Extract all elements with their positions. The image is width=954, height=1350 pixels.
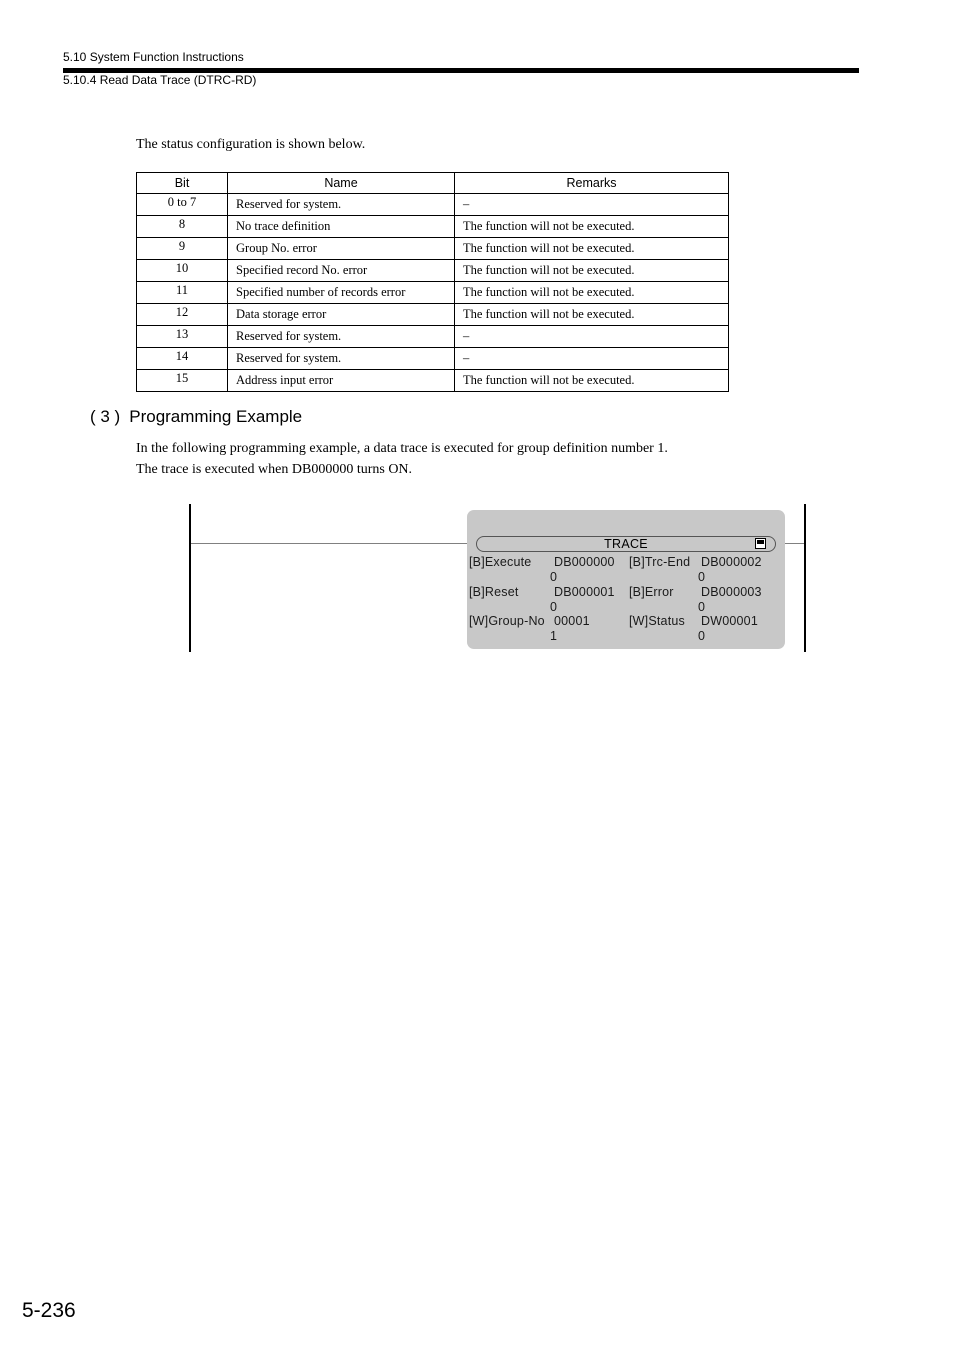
remarks-cell: The function will not be executed. (455, 216, 729, 238)
output-address-error[interactable]: DB000003 (701, 585, 762, 599)
block-name: TRACE (604, 537, 648, 551)
bit-cell: 10 (137, 260, 228, 282)
section-heading (90, 407, 302, 427)
bit-cell: 12 (137, 304, 228, 326)
left-power-rail (189, 504, 191, 652)
section-title: Programming Example (129, 407, 303, 426)
name-cell: Specified record No. error (228, 260, 455, 282)
table-row (137, 238, 729, 260)
output-label-trc-end: [B]Trc-End (629, 555, 691, 569)
remarks-cell: The function will not be executed. (455, 238, 729, 260)
bit-cell: 0 to 7 (137, 194, 228, 216)
block-title-bar (476, 536, 776, 552)
input-label-reset: [B]Reset (469, 585, 519, 599)
column-header-bit: Bit (137, 173, 228, 194)
output-value-status: 0 (698, 629, 706, 643)
output-value-error: 0 (698, 600, 706, 614)
name-cell: Reserved for system. (228, 194, 455, 216)
bit-cell: 9 (137, 238, 228, 260)
section-number: ( 3 ) (90, 407, 121, 426)
input-value-reset: 0 (550, 600, 558, 614)
output-value-trc-end: 0 (698, 570, 706, 584)
input-wire (191, 543, 476, 544)
trace-function-block[interactable] (467, 510, 785, 649)
bit-cell: 14 (137, 348, 228, 370)
paragraph: In the following programming example, a data trace is executed for group definition number 1. (136, 441, 668, 456)
bit-cell: 8 (137, 216, 228, 238)
output-label-error: [B]Error (629, 585, 674, 599)
header-section-title: 5.10 System Function Instructions (63, 50, 244, 64)
table-header-row (137, 173, 729, 194)
column-header-name: Name (228, 173, 455, 194)
remarks-cell: The function will not be executed. (455, 370, 729, 392)
name-cell: Data storage error (228, 304, 455, 326)
table-row (137, 348, 729, 370)
name-cell: Specified number of records error (228, 282, 455, 304)
table-row (137, 260, 729, 282)
header-subsection-title: 5.10.4 Read Data Trace (DTRC-RD) (63, 73, 257, 87)
input-address-group-no[interactable]: 00001 (554, 614, 590, 628)
remarks-cell: – (455, 194, 729, 216)
bit-cell: 13 (137, 326, 228, 348)
bit-cell: 15 (137, 370, 228, 392)
table-row (137, 370, 729, 392)
input-label-group-no: [W]Group-No (469, 614, 545, 628)
name-cell: Reserved for system. (228, 348, 455, 370)
table-row (137, 216, 729, 238)
table-row (137, 194, 729, 216)
input-address-reset[interactable]: DB000001 (554, 585, 615, 599)
page-number: 5-236 (22, 1299, 76, 1322)
name-cell: Reserved for system. (228, 326, 455, 348)
input-label-execute: [B]Execute (469, 555, 532, 569)
bit-cell: 11 (137, 282, 228, 304)
output-address-status[interactable]: DW00001 (701, 614, 758, 628)
column-header-remarks: Remarks (455, 173, 729, 194)
intro-text: The status configuration is shown below. (136, 137, 366, 152)
table-row (137, 326, 729, 348)
output-label-status: [W]Status (629, 614, 685, 628)
name-cell: No trace definition (228, 216, 455, 238)
output-address-trc-end[interactable]: DB000002 (701, 555, 762, 569)
expand-icon[interactable] (755, 538, 766, 549)
input-address-execute[interactable]: DB000000 (554, 555, 615, 569)
name-cell: Address input error (228, 370, 455, 392)
name-cell: Group No. error (228, 238, 455, 260)
remarks-cell: The function will not be executed. (455, 282, 729, 304)
input-value-group-no: 1 (550, 629, 558, 643)
input-value-execute: 0 (550, 570, 558, 584)
paragraph: The trace is executed when DB000000 turns ON. (136, 462, 413, 477)
remarks-cell: The function will not be executed. (455, 260, 729, 282)
table-row (137, 304, 729, 326)
remarks-cell: – (455, 326, 729, 348)
status-table (136, 172, 729, 392)
right-power-rail (804, 504, 806, 652)
remarks-cell: – (455, 348, 729, 370)
remarks-cell: The function will not be executed. (455, 304, 729, 326)
table-row (137, 282, 729, 304)
